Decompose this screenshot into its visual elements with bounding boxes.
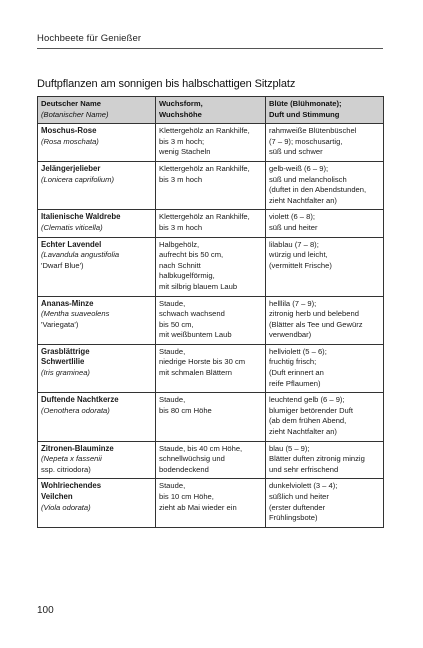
table-row [38, 210, 384, 237]
plant-name-cell [38, 479, 156, 527]
column-header-growth [156, 97, 266, 124]
bloom-cell [266, 479, 384, 527]
bloom-cell-line: zitronig herb und belebend [269, 309, 359, 319]
bloom-cell-line: süß und schwer [269, 147, 323, 157]
table-row [38, 393, 384, 441]
plant-common-name: Wohlriechendes [41, 481, 102, 491]
growth-cell-line: schnellwüchsig und [159, 454, 225, 464]
growth-cell-line: Klettergehölz an Rankhilfe, [159, 126, 250, 136]
growth-cell-line: Staude, [159, 346, 186, 356]
bloom-cell-line: lilablau (7 – 8); [269, 239, 319, 249]
bloom-cell-line: Blätter duften zitronig minzig [269, 454, 365, 464]
plant-botanical-name: (Iris graminea) [41, 368, 90, 378]
plant-common-name: Jelängerjelieber [41, 163, 101, 173]
growth-cell-line: bis 3 m hoch [159, 174, 203, 184]
plant-name-cell [38, 393, 156, 441]
page-number: 100 [37, 605, 54, 616]
growth-cell-line: bis 50 cm, [159, 319, 194, 329]
growth-cell-line: zieht ab Mai wieder ein [159, 502, 237, 512]
plant-common-name: Veilchen [41, 492, 73, 501]
table-header-row [38, 97, 384, 124]
bloom-cell [266, 161, 384, 209]
bloom-cell-line: (Blätter als Tee und Gewürz [269, 319, 363, 329]
bloom-cell-line: helllila (7 – 9); [269, 298, 317, 308]
growth-cell-line: Staude, bis 40 cm Höhe, [159, 443, 243, 453]
table-title: Duftpflanzen am sonnigen bis halbschattigen Sitzplatz [37, 78, 296, 90]
table-body [38, 124, 384, 528]
growth-cell-line: bis 10 cm Höhe, [159, 492, 214, 501]
plant-common-name: Moschus-Rose [41, 126, 97, 136]
growth-cell-line: Staude, [159, 481, 186, 491]
table-row [38, 237, 384, 296]
bloom-cell-line: blau (5 – 9); [269, 443, 310, 453]
plant-name-cell [38, 296, 156, 344]
bloom-cell-line: leuchtend gelb (6 – 9); [269, 395, 345, 405]
table-row [38, 344, 384, 392]
fragrant-plants-table [37, 96, 384, 528]
growth-cell [156, 161, 266, 209]
column-header-label: Deutscher Name [41, 99, 101, 108]
growth-cell-line: bodendeckend [159, 464, 209, 474]
bloom-cell-line: dunkelviolett (3 – 4); [269, 481, 338, 491]
column-header-bloom [266, 97, 384, 124]
bloom-cell [266, 296, 384, 344]
bloom-cell [266, 393, 384, 441]
plant-botanical-name: (Mentha suaveolens [41, 309, 110, 319]
bloom-cell-line: (Duft erinnert an [269, 368, 324, 378]
plant-common-name: Italienische Waldrebe [41, 212, 121, 222]
plant-cultivar: 'Dwarf Blue') [41, 260, 84, 270]
header-divider [37, 48, 383, 49]
table-row [38, 161, 384, 209]
bloom-cell-line: (ab dem frühen Abend, [269, 416, 347, 426]
growth-cell-line: mit silbrig blauem Laub [159, 281, 238, 291]
growth-cell-line: Halbgehölz, [159, 239, 200, 249]
plant-botanical-name: (Lonicera caprifolium) [41, 174, 115, 184]
bloom-cell-line: gelb-weiß (6 – 9); [269, 163, 329, 173]
plant-name-cell [38, 210, 156, 237]
bloom-cell-line: würzig und leicht, [269, 250, 328, 260]
plant-botanical-name: (Lavandula angustifolia [41, 250, 120, 260]
growth-cell-line: wenig Stacheln [159, 147, 211, 157]
growth-cell-line: halbkugelförmig, [159, 271, 215, 281]
plant-botanical-name: (Nepeta x fassenii [41, 454, 102, 464]
column-header-sublabel: Wuchshöhe [159, 109, 202, 119]
bloom-cell-line: rahmweiße Blütenbüschel [269, 126, 357, 136]
growth-cell [156, 210, 266, 237]
growth-cell-line: bis 3 m hoch; [159, 136, 205, 146]
bloom-cell-line: (erster duftender [269, 502, 326, 512]
growth-cell-line: schwach wachsend [159, 309, 225, 319]
plant-cultivar: ssp. citriodora) [41, 464, 91, 474]
growth-cell-line: nach Schnitt [159, 260, 201, 270]
growth-cell [156, 237, 266, 296]
plant-common-name: Grasblättrige [41, 346, 90, 356]
plant-common-name: Echter Lavendel [41, 239, 102, 249]
column-header-label: Blüte (Blühmonate); [269, 99, 342, 108]
growth-cell-line: Staude, [159, 298, 186, 308]
bloom-cell-line: Frühlingsbote) [269, 513, 318, 523]
bloom-cell-line: zieht Nachtfalter an) [269, 195, 337, 205]
bloom-cell [266, 441, 384, 479]
growth-cell-line: Klettergehölz an Rankhilfe, [159, 163, 250, 173]
plant-name-cell [38, 344, 156, 392]
bloom-cell-line: (7 – 9); moschusartig, [269, 136, 343, 146]
growth-cell-line: mit weißbuntem Laub [159, 330, 232, 340]
plant-name-cell [38, 237, 156, 296]
column-header-sublabel: (Botanischer Name) [41, 109, 109, 119]
bloom-cell-line: (vermittelt Frische) [269, 260, 332, 270]
growth-cell-line: bis 80 cm Höhe [159, 405, 212, 415]
plant-botanical-name: (Viola odorata) [41, 502, 91, 512]
plant-common-name: Duftende Nachtkerze [41, 395, 119, 405]
bloom-cell-line: süß und melancholisch [269, 174, 347, 184]
bloom-cell-line: (duftet in den Abendstunden, [269, 185, 367, 195]
growth-cell-line: Klettergehölz an Rankhilfe, [159, 212, 250, 222]
growth-cell [156, 124, 266, 162]
bloom-cell [266, 237, 384, 296]
bloom-cell-line: reife Pflaumen) [269, 378, 321, 388]
table-row [38, 296, 384, 344]
bloom-cell [266, 344, 384, 392]
column-header-label: Wuchsform, [159, 99, 203, 108]
bloom-cell-line: hellviolett (5 – 6); [269, 346, 327, 356]
plant-name-cell [38, 124, 156, 162]
bloom-cell-line: fruchtig frisch; [269, 357, 317, 367]
bloom-cell-line: süß und heiter [269, 222, 318, 232]
plant-common-name: Ananas-Minze [41, 298, 94, 308]
bloom-cell-line: und sehr erfrischend [269, 464, 339, 474]
table-row [38, 479, 384, 527]
plant-botanical-name: (Clematis viticella) [41, 222, 103, 232]
table-row [38, 441, 384, 479]
bloom-cell-line: süßlich und heiter [269, 492, 329, 501]
table-row [38, 124, 384, 162]
bloom-cell-line: violett (6 – 8); [269, 212, 316, 222]
bloom-cell [266, 210, 384, 237]
plant-name-cell [38, 441, 156, 479]
growth-cell-line: Staude, [159, 395, 186, 405]
running-head: Hochbeete für Genießer [37, 33, 142, 44]
bloom-cell-line: zieht Nachtfalter an) [269, 427, 337, 437]
plant-botanical-name: (Rosa moschata) [41, 136, 99, 146]
growth-cell-line: aufrecht bis 50 cm, [159, 250, 224, 260]
growth-cell [156, 479, 266, 527]
column-header-sublabel: Duft und Stimmung [269, 109, 340, 119]
growth-cell [156, 393, 266, 441]
bloom-cell-line: verwendbar) [269, 330, 312, 340]
plant-common-name: Schwertlilie [41, 357, 85, 367]
growth-cell-line: niedrige Horste bis 30 cm [159, 357, 246, 367]
plant-common-name: Zitronen-Blauminze [41, 443, 114, 453]
growth-cell-line: mit schmalen Blättern [159, 368, 233, 378]
plant-botanical-name: (Oenothera odorata) [41, 405, 110, 415]
plant-cultivar: 'Variegata') [41, 319, 79, 329]
growth-cell [156, 441, 266, 479]
growth-cell-line: bis 3 m hoch [159, 222, 203, 232]
bloom-cell [266, 124, 384, 162]
bloom-cell-line: blumiger betörender Duft [269, 405, 353, 415]
plant-name-cell [38, 161, 156, 209]
column-header-name [38, 97, 156, 124]
growth-cell [156, 296, 266, 344]
growth-cell [156, 344, 266, 392]
